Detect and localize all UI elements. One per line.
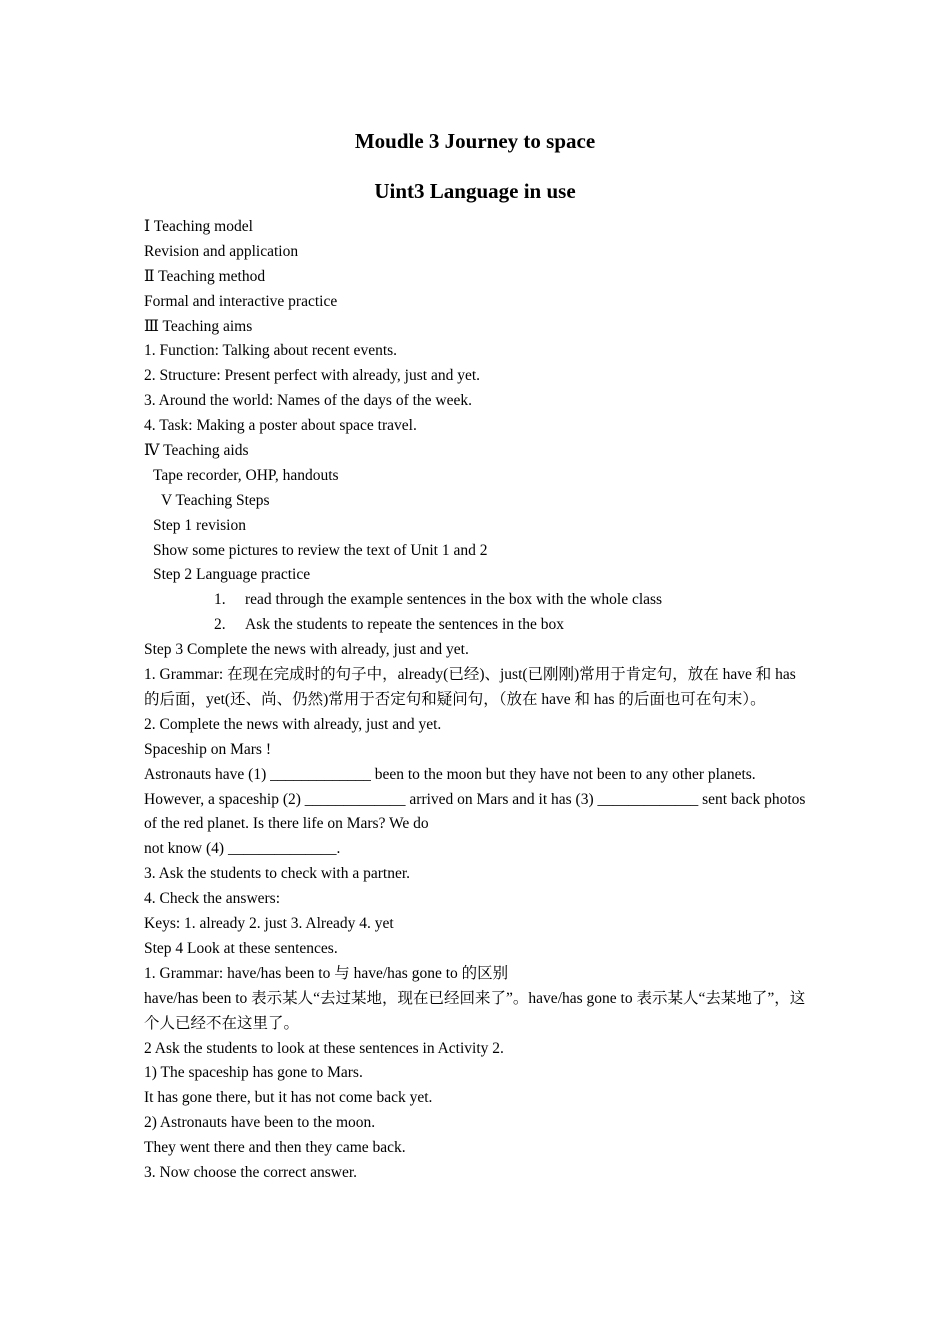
document-title: Moudle 3 Journey to space [354,129,596,153]
text-line: It has gone there, but it has not come back yet. [144,1089,433,1107]
text-line: Revision and application [144,242,299,260]
text-line: Show some pictures to review the text of Unit 1 and 2 [153,541,488,559]
text-line: 1) The spaceship has gone to Mars. [144,1064,363,1082]
text-line: 1. Grammar: have/has been to 与 have/has gone to 的区别 [144,964,509,982]
text-line: 3. Around the world: Names of the days of the week. [144,392,473,410]
text-line: 1. Function: Talking about recent events. [144,342,398,360]
text-line: Step 2 Language practice [153,566,311,584]
list-number: 1. [214,591,226,609]
text-line: 2. Complete the news with already, just and yet. [144,715,442,733]
text-line: 2) Astronauts have been to the moon. [144,1114,376,1132]
text-line: Formal and interactive practice [144,292,338,310]
answer-keys: Keys: 1. already 2. just 3. Already 4. yet [144,915,394,933]
text-line: Tape recorder, OHP, handouts [153,466,339,484]
text-line: Step 4 Look at these sentences. [144,939,338,957]
section-heading-teaching-aids: Ⅳ Teaching aids [144,442,249,460]
text-line: 4. Task: Making a poster about space travel. [144,417,417,435]
paragraph-news: Astronauts have (1) _____________ been to the moon but they have not been to any other planets. However, a spaceship (2) _____________ arrived on Mars and it has (3) _____________ sent back photos of the red planet. Is there life on Mars? We do [144,765,806,833]
news-title: Spaceship on Mars ! [144,740,271,758]
text-line: 2. Structure: Present perfect with already, just and yet. [144,367,481,385]
list-item [144,613,809,638]
text-line: 3. Now choose the correct answer. [144,1163,358,1181]
document-subtitle: Uint3 Language in use [374,179,576,203]
list-text: read through the example sentences in the box with the whole class [245,591,663,609]
section-heading-teaching-method: Ⅱ Teaching method [144,267,266,285]
text-line: 4. Check the answers: [144,890,281,908]
text-line: not know (4) ______________. [144,840,341,858]
paragraph-grammar: 1. Grammar: 在现在完成时的句子中，already(已经)、just(已刚刚)常用于肯定句，放在 have 和 has 的后面，yet(还、尚、仍然)常用于否定句和疑问句，（放在 have 和 has 的后面也可在句末）。 [144,666,796,708]
section-heading-teaching-steps: V Teaching Steps [161,491,270,509]
document-body [144,215,809,1186]
text-line: They went there and then they came back. [144,1139,406,1157]
text-line: 3. Ask the students to check with a partner. [144,865,411,883]
section-heading-teaching-model: Ⅰ Teaching model [144,218,253,235]
section-heading-teaching-aims: Ⅲ Teaching aims [144,317,253,335]
list-number: 2. [214,616,226,634]
text-line: 2 Ask the students to look at these sentences in Activity 2. [144,1039,504,1057]
text-line: Step 1 revision [153,516,246,534]
list-text: Ask the students to repeate the sentences in the box [245,616,564,634]
list-item [144,588,809,613]
text-line: Step 3 Complete the news with already, just and yet. [144,641,469,659]
paragraph-been-gone: have/has been to 表示某人“去过某地，现在已经回来了”。have/has gone to 表示某人“去某地了”，这个人已经不在这里了。 [144,989,806,1032]
